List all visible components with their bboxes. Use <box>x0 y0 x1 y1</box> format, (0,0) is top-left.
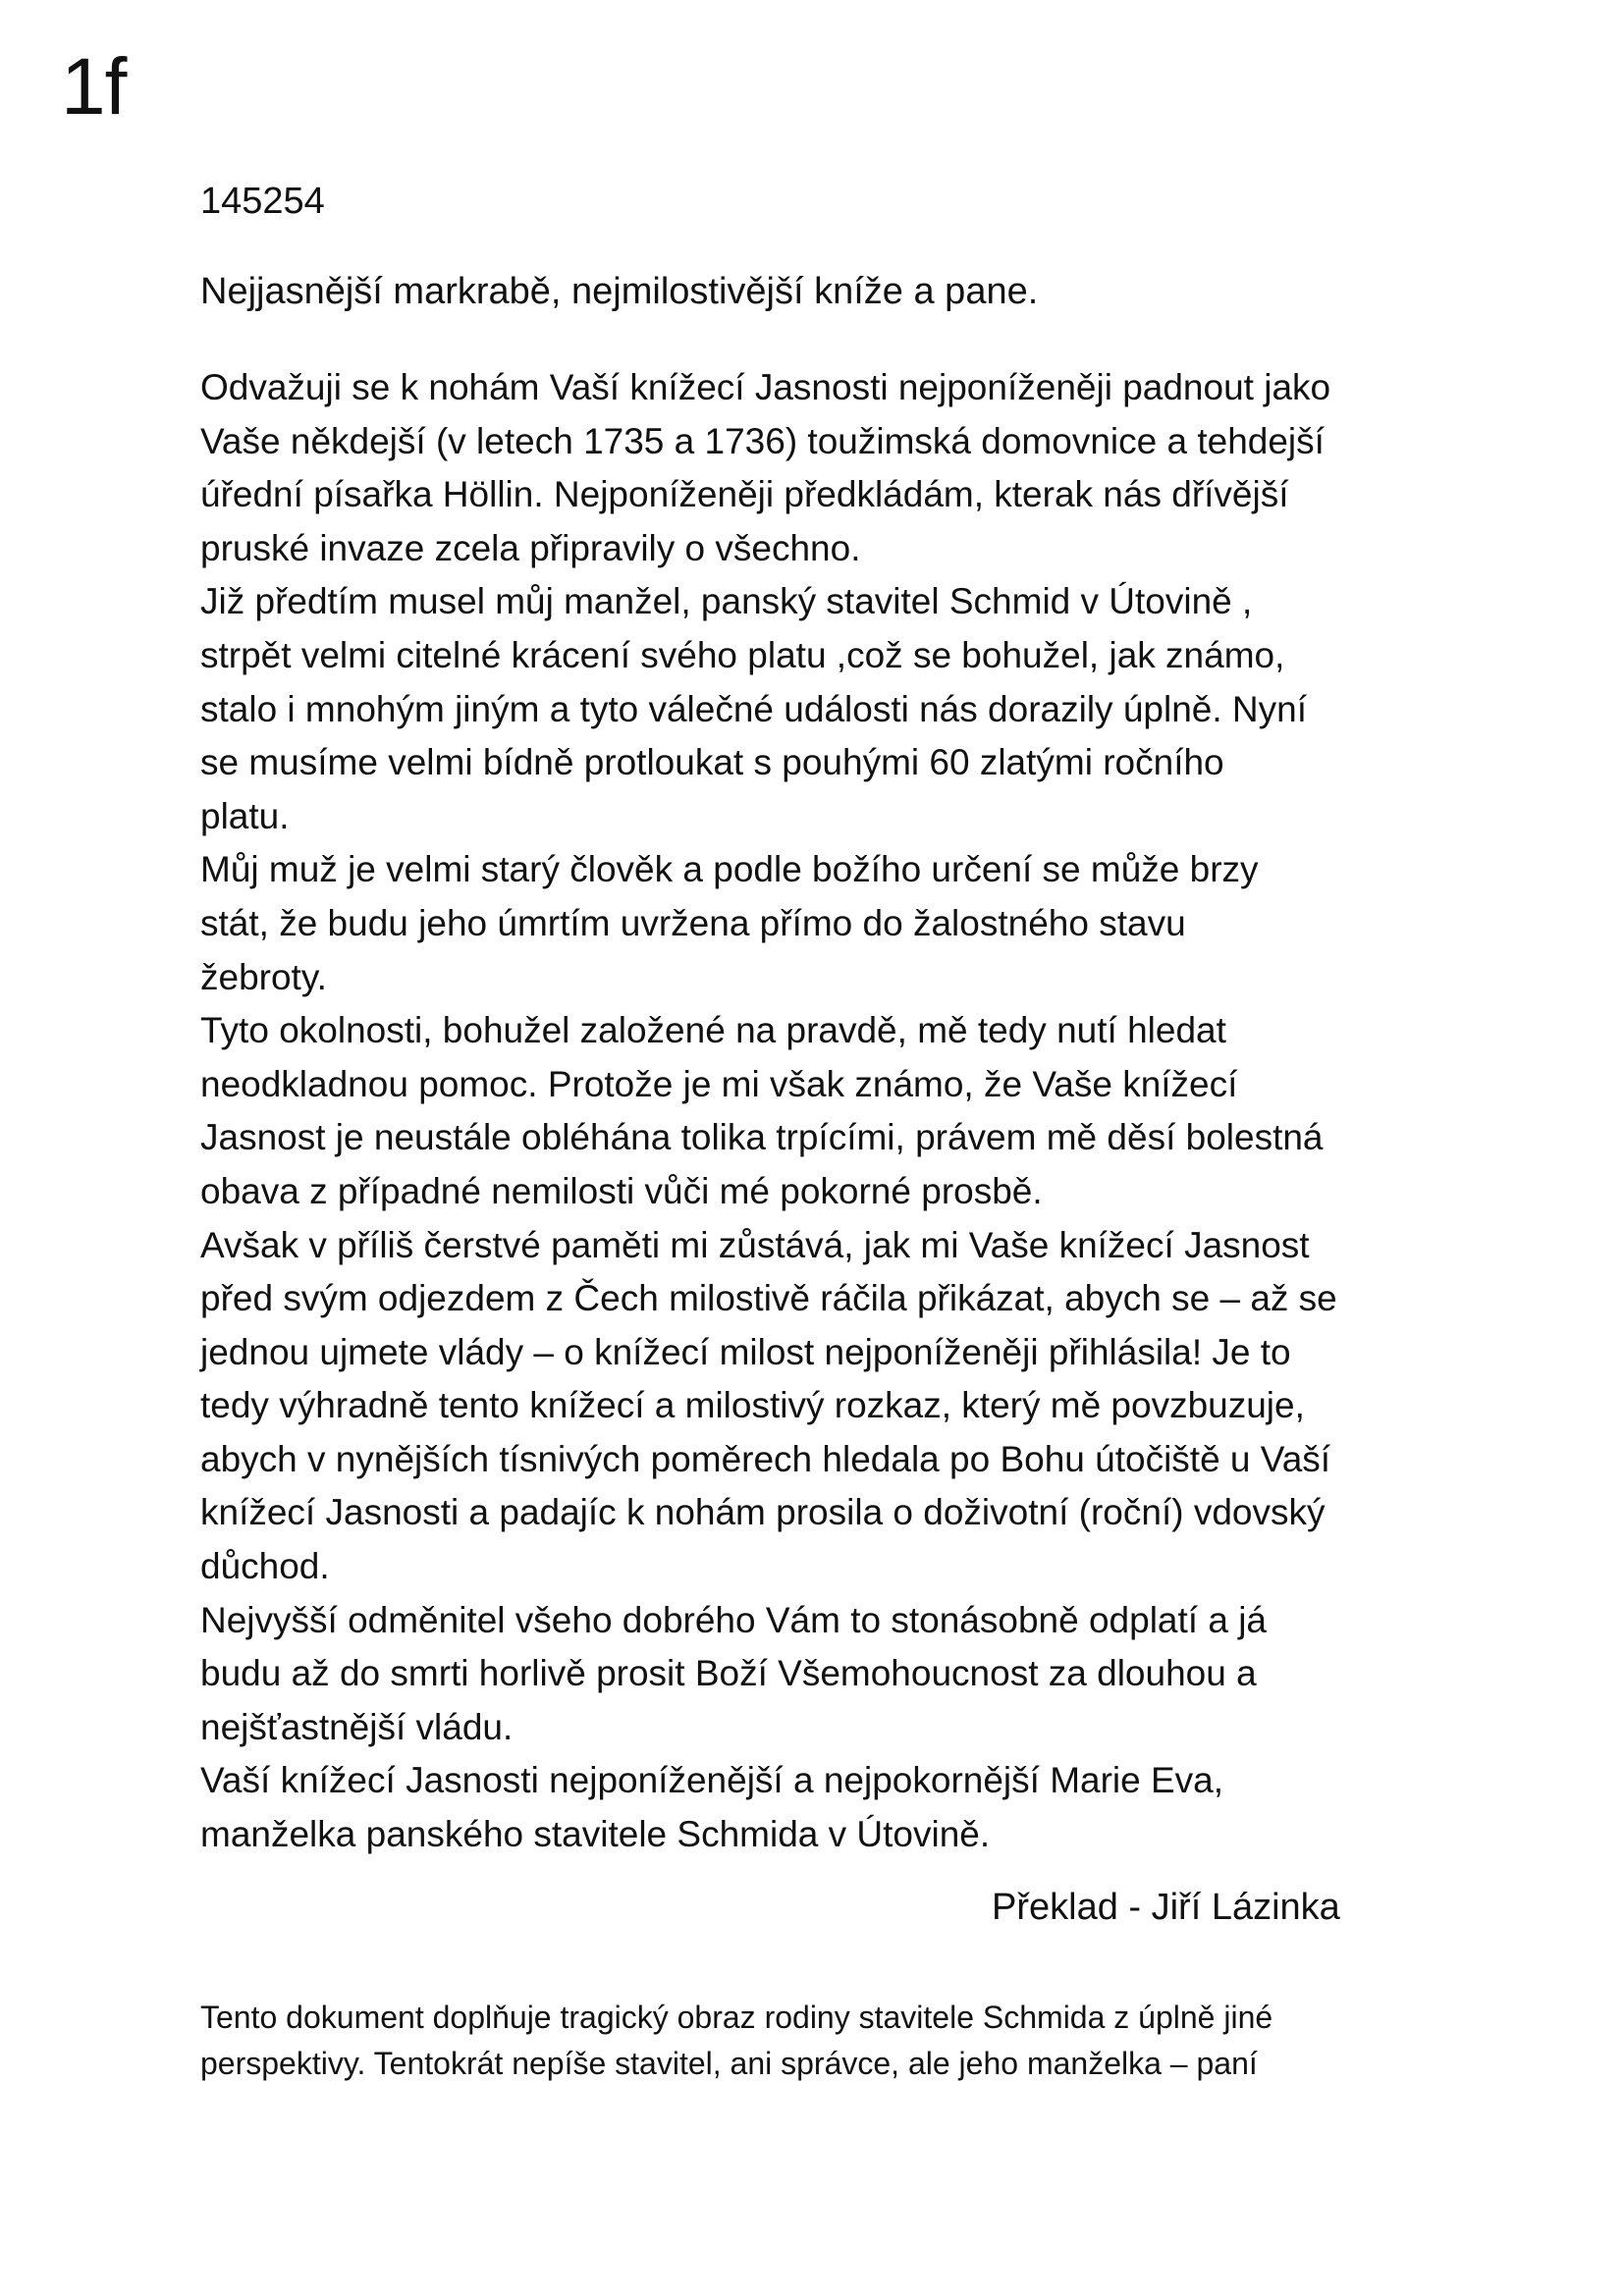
body-line: platu. <box>200 795 290 836</box>
body-line: pruské invaze zcela připravily o všechno. <box>200 527 861 568</box>
body-line: stalo i mnohým jiným a tyto válečné události nás dorazily úplně. Nyní <box>200 688 1307 729</box>
body-line: knížecí Jasnosti a padajíc k nohám prosila o doživotní (roční) vdovský <box>200 1492 1326 1533</box>
salutation: Nejjasnější markrabě, nejmilostivější kníže a pane. <box>200 271 1039 312</box>
body-line: obava z případné nemilosti vůči mé pokorné prosbě. <box>200 1170 1043 1211</box>
body-line: Již předtím musel můj manžel, panský stavitel Schmid v Útovině , <box>200 581 1253 622</box>
body-line: Tyto okolnosti, bohužel založené na pravdě, mě tedy nutí hledat <box>200 1010 1226 1051</box>
translator-credit: Překlad - Jiří Lázinka <box>992 1887 1340 1928</box>
body-line: strpět velmi citelné krácení svého platu ,což se bohužel, jak známo, <box>200 634 1285 675</box>
body-line: stát, že budu jeho úmrtím uvržena přímo do žalostného stavu <box>200 902 1186 943</box>
body-line: jednou ujmete vlády – o knížecí milost nejponíženěji přihlásila! Je to <box>200 1331 1291 1372</box>
body-line: Odvažuji se k nohám Vaší knížecí Jasnosti nejponíženěji padnout jako <box>200 367 1331 407</box>
body-line: Můj muž je velmi starý člověk a podle božího určení se může brzy <box>200 849 1259 890</box>
body-line: důchod. <box>200 1546 330 1587</box>
signature-line: Vaší knížecí Jasnosti nejponíženější a nejpokornější Marie Eva, <box>200 1760 1224 1801</box>
body-line: se musíme velmi bídně protloukat s pouhými 60 zlatými ročního <box>200 742 1224 783</box>
note-line: Tento dokument doplňuje tragický obraz rodiny stavitele Schmida z úplně jiné <box>200 2000 1273 2035</box>
body-line: úřední písařka Höllin. Nejponíženěji předkládám, kterak nás dřívější <box>200 474 1289 515</box>
body-line: tedy výhradně tento knížecí a milostivý rozkaz, který mě povzbuzuje, <box>200 1385 1305 1426</box>
signature-line: manželka panského stavitele Schmida v Útovině. <box>200 1814 991 1855</box>
page-number: 1f <box>61 42 127 132</box>
body-line: nejšťastnější vládu. <box>200 1706 514 1747</box>
body-line: Jasnost je neustále obléhána tolika trpícími, právem mě děsí bolestná <box>200 1117 1324 1158</box>
letter-body <box>200 361 1467 1862</box>
body-line: budu až do smrti horlivě prosit Boží Všemohoucnost za dlouhou a <box>200 1653 1257 1694</box>
body-line: abych v nynějších tísnivých poměrech hledala po Bohu útočiště u Vaší <box>200 1438 1331 1479</box>
body-line: Vaše někdejší (v letech 1735 a 1736) toužimská domovnice a tehdejší <box>200 420 1325 461</box>
body-line: Avšak v příliš čerstvé paměti mi zůstává, jak mi Vaše knížecí Jasnost <box>200 1224 1310 1265</box>
body-line: Nejvyšší odměnitel všeho dobrého Vám to stonásobně odplatí a já <box>200 1599 1267 1640</box>
body-line: před svým odjezdem z Čech milostivě ráčila přikázat, abych se – až se <box>200 1278 1337 1319</box>
body-line: žebroty. <box>200 956 327 997</box>
editor-note <box>200 1995 1467 2087</box>
document-id: 145254 <box>200 181 325 222</box>
note-line: perspektivy. Tentokrát nepíše stavitel, ani správce, ale jeho manželka – paní <box>200 2046 1258 2081</box>
body-line: neodkladnou pomoc. Protože je mi však známo, že Vaše knížecí <box>200 1063 1238 1104</box>
